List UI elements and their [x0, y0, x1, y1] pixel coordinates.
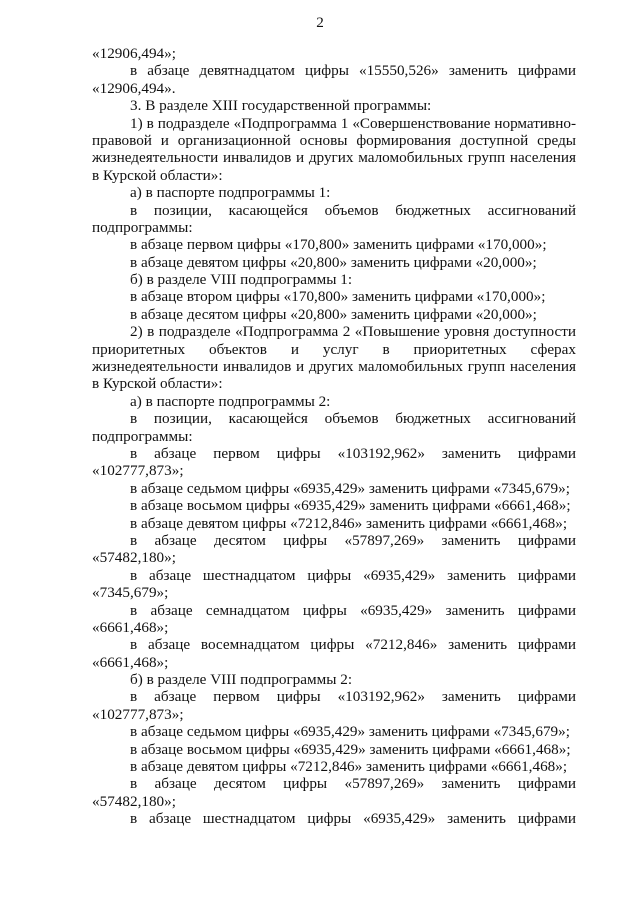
document-body: [92, 45, 576, 828]
text-line: в абзаце десятом цифры «57897,269» заменить цифрами: [130, 531, 576, 549]
text-line: в абзаце седьмом цифры «6935,429» заменить цифрами «7345,679»;: [130, 479, 570, 497]
text-line: «12906,494»;: [92, 45, 176, 62]
text-line: в абзаце девятнадцатом цифры «15550,526» заменить цифрами: [130, 62, 576, 80]
text-line: «102777,873»;: [92, 705, 184, 723]
text-line: в абзаце шестнадцатом цифры «6935,429» заменить цифрами: [130, 810, 576, 828]
text-line: в абзаце десятом цифры «20,800» заменить цифрами «20,000»;: [130, 305, 537, 323]
text-line: в абзаце семнадцатом цифры «6935,429» заменить цифрами: [130, 601, 576, 619]
text-line: в Курской области»:: [92, 166, 223, 184]
text-line: «102777,873»;: [92, 462, 184, 480]
text-line: «57482,180»;: [92, 792, 176, 810]
text-line: в абзаце седьмом цифры «6935,429» заменить цифрами «7345,679»;: [130, 723, 570, 741]
text-line: «6661,468»;: [92, 618, 169, 636]
text-line: в абзаце первом цифры «103192,962» заменить цифрами: [130, 444, 576, 462]
text-line: 1) в подразделе «Подпрограмма 1 «Совершенствование нормативно-: [130, 114, 576, 132]
text-line: 2) в подразделе «Подпрограмма 2 «Повышение уровня доступности: [130, 323, 576, 341]
page-number: 2: [316, 14, 324, 31]
text-line: в абзаце втором цифры «170,800» заменить цифрами «170,000»;: [130, 288, 546, 306]
text-line: приоритетных объектов и услуг в приоритетных сферах: [92, 340, 576, 358]
text-line: б) в разделе VIII подпрограммы 2:: [130, 671, 353, 689]
text-line: в абзаце десятом цифры «57897,269» заменить цифрами: [130, 775, 576, 793]
text-line: в Курской области»:: [92, 375, 223, 393]
text-line: «57482,180»;: [92, 549, 176, 567]
text-line: в абзаце восьмом цифры «6935,429» заменить цифрами «6661,468»;: [130, 740, 571, 758]
text-line: в позиции, касающейся объемов бюджетных ассигнований: [130, 201, 576, 219]
text-line: жизнедеятельности инвалидов и других маломобильных групп населения: [92, 358, 576, 376]
text-line: подпрограммы:: [92, 427, 193, 445]
text-line: 3. В разделе XIII государственной программы:: [130, 97, 432, 115]
text-line: «6661,468»;: [92, 653, 169, 671]
text-line: жизнедеятельности инвалидов и других маломобильных групп населения: [92, 149, 576, 167]
text-line: в абзаце восемнадцатом цифры «7212,846» заменить цифрами: [130, 636, 576, 654]
text-line: в абзаце девятом цифры «7212,846» заменить цифрами «6661,468»;: [130, 758, 568, 776]
text-line: б) в разделе VIII подпрограммы 1:: [130, 271, 353, 289]
text-line: в абзаце первом цифры «170,800» заменить цифрами «170,000»;: [130, 236, 547, 254]
text-line: в абзаце восьмом цифры «6935,429» заменить цифрами «6661,468»;: [130, 497, 571, 515]
text-line: в абзаце девятом цифры «7212,846» заменить цифрами «6661,468»;: [130, 514, 568, 532]
text-line: правовой и организационной основы формирования доступной среды: [92, 131, 576, 149]
text-line: в абзаце шестнадцатом цифры «6935,429» заменить цифрами: [130, 566, 576, 584]
text-line: а) в паспорте подпрограммы 1:: [130, 184, 331, 202]
text-line: «12906,494».: [92, 79, 176, 97]
text-line: «7345,679»;: [92, 584, 169, 602]
text-line: в абзаце первом цифры «103192,962» заменить цифрами: [130, 688, 576, 706]
text-line: в абзаце девятом цифры «20,800» заменить цифрами «20,000»;: [130, 253, 537, 271]
text-line: подпрограммы:: [92, 218, 193, 236]
text-line: в позиции, касающейся объемов бюджетных ассигнований: [130, 410, 576, 428]
text-line: а) в паспорте подпрограммы 2:: [130, 392, 331, 410]
